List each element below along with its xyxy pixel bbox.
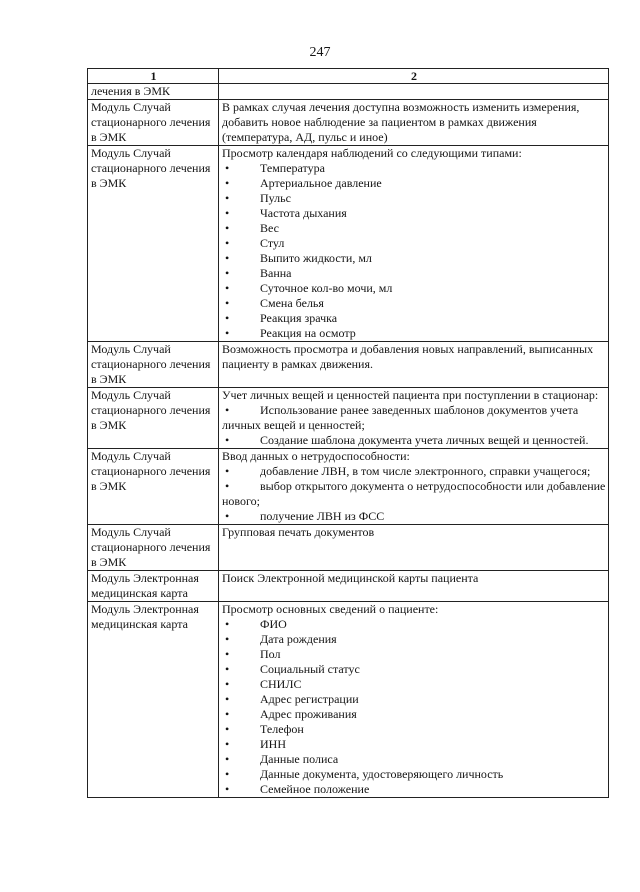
bullet-item: • ИНН bbox=[222, 737, 606, 752]
bullet-item: • Дата рождения bbox=[222, 632, 606, 647]
bullet-item: • Вес bbox=[222, 221, 606, 236]
function-description-cell bbox=[219, 84, 609, 100]
bullet-item: • Температура bbox=[222, 161, 606, 176]
function-description-cell bbox=[219, 100, 609, 146]
function-description-cell bbox=[219, 449, 609, 525]
module-name-cell: лечения в ЭМК bbox=[88, 84, 219, 100]
table-row bbox=[88, 388, 609, 449]
bullet-item: • Адрес проживания bbox=[222, 707, 606, 722]
module-name-cell: Модуль Электронная медицинская карта bbox=[88, 602, 219, 798]
module-name-cell: Модуль Случай стационарного лечения в ЭМК bbox=[88, 342, 219, 388]
function-description: Просмотр основных сведений о пациенте: bbox=[222, 602, 439, 616]
bullet-item: • Стул bbox=[222, 236, 606, 251]
function-description-cell bbox=[219, 388, 609, 449]
module-name-cell: Модуль Случай стационарного лечения в ЭМК bbox=[88, 100, 219, 146]
bullet-item: • Артериальное давление bbox=[222, 176, 606, 191]
bullet-item: • Данные документа, удостоверяющего личность bbox=[222, 767, 606, 782]
bullet-item: • Семейное положение bbox=[222, 782, 606, 797]
function-description: Ввод данных о нетрудоспособности: bbox=[222, 449, 410, 463]
bullet-item: • Пульс bbox=[222, 191, 606, 206]
module-name-cell: Модуль Случай стационарного лечения в ЭМК bbox=[88, 146, 219, 342]
module-name-cell: Модуль Случай стационарного лечения в ЭМК bbox=[88, 525, 219, 571]
page-number: 247 bbox=[309, 45, 331, 60]
function-description: Возможность просмотра и добавления новых направлений, выписанных пациенту в рамках движения. bbox=[222, 342, 594, 371]
bullet-item: • Создание шаблона документа учета личных вещей и ценностей. bbox=[222, 433, 606, 448]
table-body bbox=[88, 84, 609, 798]
column-header-2: 2 bbox=[219, 69, 609, 84]
function-description-cell bbox=[219, 146, 609, 342]
table-row bbox=[88, 525, 609, 571]
function-description: Поиск Электронной медицинской карты пациента bbox=[222, 571, 479, 585]
requirements-table bbox=[87, 68, 609, 798]
function-description-cell bbox=[219, 525, 609, 571]
table-row bbox=[88, 146, 609, 342]
function-description-cell bbox=[219, 571, 609, 602]
module-name-cell: Модуль Случай стационарного лечения в ЭМК bbox=[88, 449, 219, 525]
table-row bbox=[88, 100, 609, 146]
table-row bbox=[88, 571, 609, 602]
bullet-item: • получение ЛВН из ФСС bbox=[222, 509, 606, 524]
bullet-item: • Данные полиса bbox=[222, 752, 606, 767]
function-description: Групповая печать документов bbox=[222, 525, 375, 539]
function-description-cell bbox=[219, 342, 609, 388]
bullet-item: • Смена белья bbox=[222, 296, 606, 311]
bullet-item: • Суточное кол-во мочи, мл bbox=[222, 281, 606, 296]
module-name-cell: Модуль Электронная медицинская карта bbox=[88, 571, 219, 602]
bullet-item: • СНИЛС bbox=[222, 677, 606, 692]
column-header-1: 1 bbox=[88, 69, 219, 84]
table-header-row bbox=[88, 69, 609, 84]
bullet-item: • выбор открытого документа о нетрудоспособности или добавление нового; bbox=[222, 479, 606, 509]
bullet-item: • Пол bbox=[222, 647, 606, 662]
function-description: Просмотр календаря наблюдений со следующими типами: bbox=[222, 146, 522, 160]
bullet-item: • Социальный статус bbox=[222, 662, 606, 677]
function-description-cell bbox=[219, 602, 609, 798]
bullet-item: • добавление ЛВН, в том числе электронного, справки учащегося; bbox=[222, 464, 606, 479]
bullet-item: • Использование ранее заведенных шаблонов документов учета личных вещей и ценностей; bbox=[222, 403, 606, 433]
bullet-item: • Выпито жидкости, мл bbox=[222, 251, 606, 266]
function-description: Учет личных вещей и ценностей пациента при поступлении в стационар: bbox=[222, 388, 599, 402]
bullet-item: • Частота дыхания bbox=[222, 206, 606, 221]
bullet-item: • Телефон bbox=[222, 722, 606, 737]
function-description: В рамках случая лечения доступна возможность изменить измерения, добавить новое наблюдение за пациентом в рамках движения (температура, АД, пульс и иное) bbox=[222, 100, 580, 144]
table-row bbox=[88, 84, 609, 100]
bullet-item: • Адрес регистрации bbox=[222, 692, 606, 707]
bullet-item: • Реакция на осмотр bbox=[222, 326, 606, 341]
bullet-item: • Ванна bbox=[222, 266, 606, 281]
table-row bbox=[88, 449, 609, 525]
table-row bbox=[88, 602, 609, 798]
bullet-item: • Реакция зрачка bbox=[222, 311, 606, 326]
bullet-item: • ФИО bbox=[222, 617, 606, 632]
module-name-cell: Модуль Случай стационарного лечения в ЭМК bbox=[88, 388, 219, 449]
table-row bbox=[88, 342, 609, 388]
